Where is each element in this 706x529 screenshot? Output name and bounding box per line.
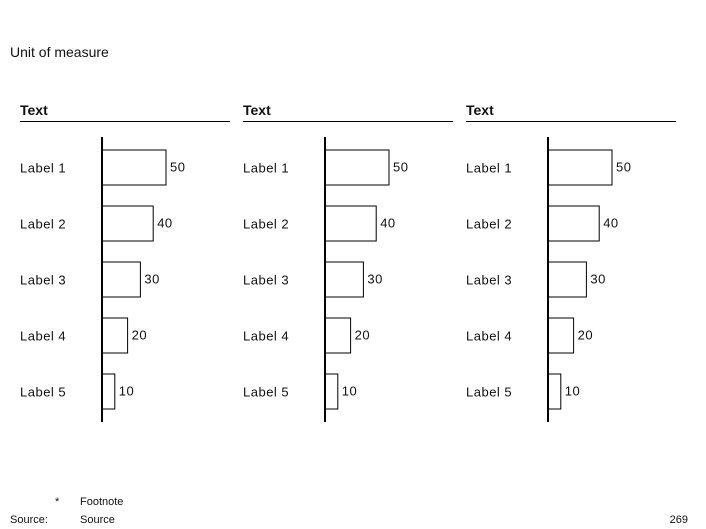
bar bbox=[325, 318, 351, 353]
value-label: 20 bbox=[131, 327, 148, 343]
value-label: 10 bbox=[341, 383, 358, 399]
chart-title: Text bbox=[243, 102, 453, 122]
category-label: Label 3 bbox=[20, 272, 67, 288]
bar bbox=[102, 318, 128, 353]
chart-panel-2 bbox=[243, 100, 463, 430]
category-label: Label 2 bbox=[466, 216, 513, 232]
category-label: Label 3 bbox=[243, 272, 290, 288]
bar bbox=[548, 262, 586, 297]
bar bbox=[325, 206, 376, 241]
chart-title: Text bbox=[20, 102, 230, 122]
value-label: 20 bbox=[577, 327, 594, 343]
chart-panel-3 bbox=[466, 100, 686, 430]
category-label: Label 2 bbox=[243, 216, 290, 232]
value-label: 50 bbox=[616, 159, 632, 175]
category-label: Label 1 bbox=[466, 160, 513, 176]
chart-panel-1 bbox=[20, 100, 240, 430]
category-label: Label 3 bbox=[466, 272, 513, 288]
footnote-marker: * bbox=[55, 496, 60, 508]
bar-chart-svg bbox=[466, 100, 686, 430]
value-label: 40 bbox=[380, 215, 396, 231]
bar bbox=[548, 150, 612, 185]
value-label: 30 bbox=[367, 271, 383, 287]
category-label: Label 4 bbox=[466, 328, 513, 344]
unit-of-measure-label: Unit of measure bbox=[10, 44, 109, 60]
category-label: Label 4 bbox=[243, 328, 290, 344]
bar bbox=[548, 374, 561, 409]
bar bbox=[102, 374, 115, 409]
chart-title: Text bbox=[466, 102, 676, 122]
value-label: 10 bbox=[118, 383, 135, 399]
value-label: 50 bbox=[170, 159, 186, 175]
value-label: 50 bbox=[393, 159, 409, 175]
category-label: Label 5 bbox=[466, 384, 513, 400]
value-label: 40 bbox=[157, 215, 173, 231]
source-text: Source bbox=[80, 514, 115, 526]
bar bbox=[325, 262, 363, 297]
bar bbox=[102, 150, 166, 185]
category-label: Label 1 bbox=[243, 160, 290, 176]
bar-chart-svg bbox=[243, 100, 463, 430]
category-label: Label 4 bbox=[20, 328, 67, 344]
bar bbox=[102, 262, 140, 297]
bar bbox=[102, 206, 153, 241]
value-label: 30 bbox=[144, 271, 160, 287]
bar bbox=[325, 374, 338, 409]
category-label: Label 5 bbox=[20, 384, 67, 400]
category-label: Label 1 bbox=[20, 160, 67, 176]
category-label: Label 5 bbox=[243, 384, 290, 400]
value-label: 10 bbox=[564, 383, 581, 399]
footnote-text: Footnote bbox=[80, 496, 124, 508]
bar-chart-svg bbox=[20, 100, 240, 430]
bar bbox=[548, 206, 599, 241]
bar bbox=[548, 318, 574, 353]
source-label: Source: bbox=[10, 514, 48, 526]
value-label: 20 bbox=[354, 327, 371, 343]
value-label: 40 bbox=[603, 215, 619, 231]
bar bbox=[325, 150, 389, 185]
page-number: 269 bbox=[669, 514, 688, 526]
value-label: 30 bbox=[590, 271, 606, 287]
category-label: Label 2 bbox=[20, 216, 67, 232]
